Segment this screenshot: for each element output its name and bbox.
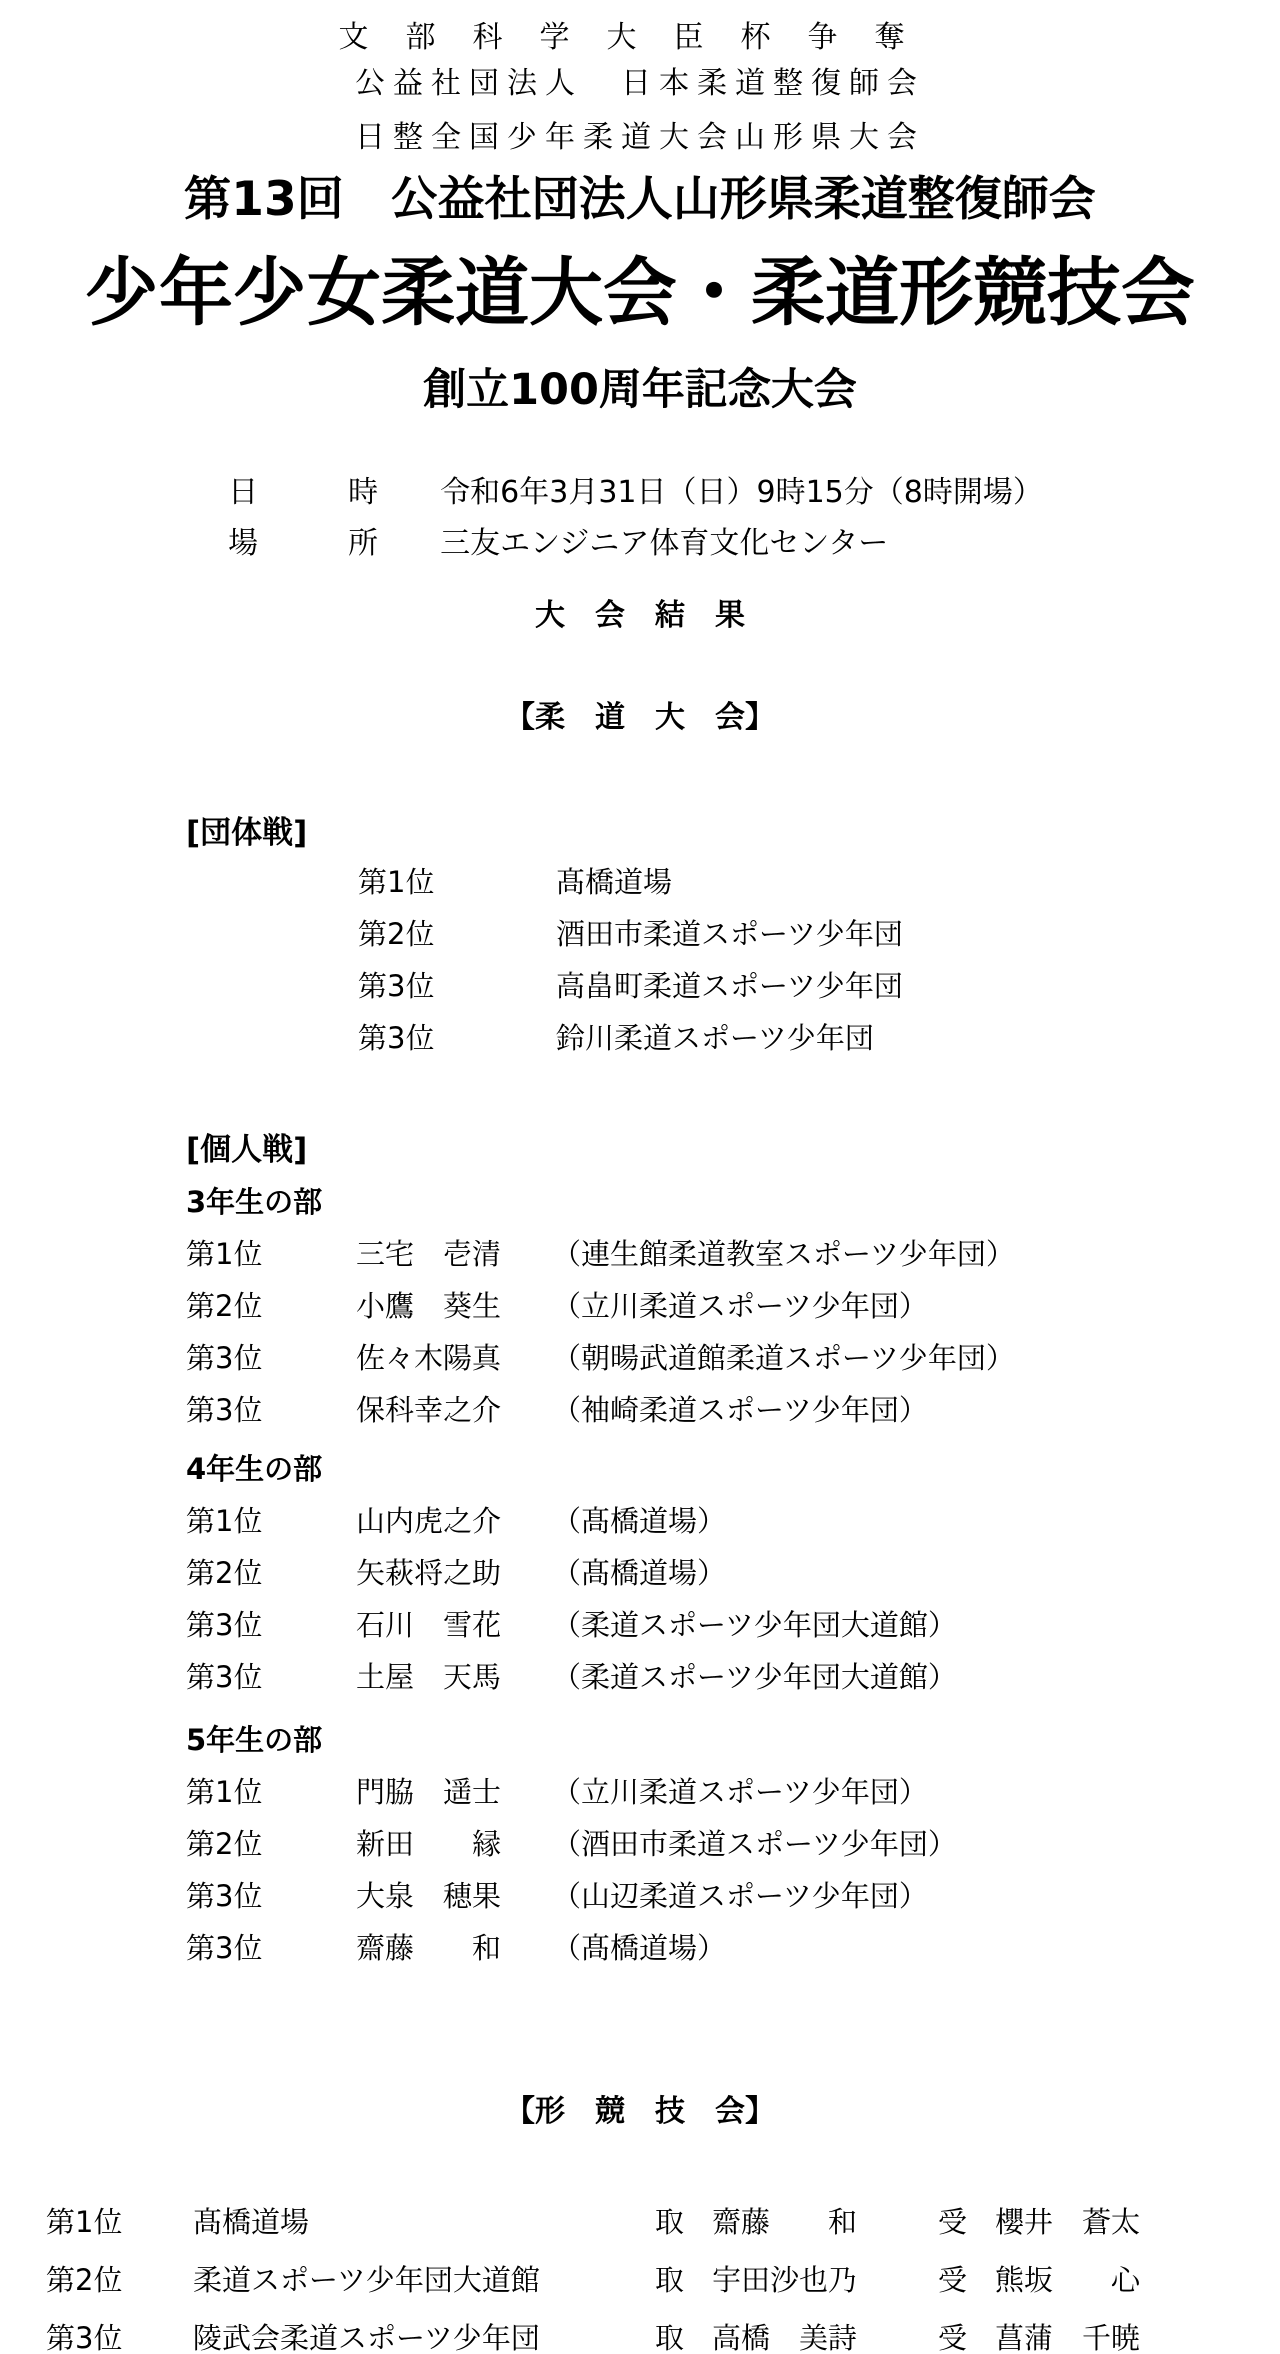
date-label: 日 時 — [228, 475, 379, 510]
rank-label: 第3位 — [358, 969, 435, 1003]
club-name: （髙橋道場） — [552, 1504, 727, 1538]
tori-name: 宇田沙也乃 — [712, 2263, 858, 2297]
rank-label: 第3位 — [186, 1393, 263, 1427]
tori-label: 取 — [655, 2321, 685, 2354]
organizer-line: 公益社団法人 日本柔道整復師会 — [355, 66, 925, 101]
grade-heading-5th: 5年生の部 — [186, 1723, 323, 1757]
uke-label: 受 — [938, 2205, 968, 2239]
club-name: 陵武会柔道スポーツ少年団 — [193, 2321, 540, 2354]
athlete-name: 石川 雪花 — [356, 1608, 502, 1642]
rank-label: 第2位 — [46, 2263, 123, 2297]
national-tournament-line: 日整全国少年柔道大会山形県大会 — [355, 120, 925, 155]
athlete-name: 保科幸之介 — [356, 1393, 502, 1427]
athlete-name: 佐々木陽真 — [356, 1341, 502, 1375]
results-heading: 大 会 結 果 — [535, 598, 745, 633]
judo-section-heading: 【柔 道 大 会】 — [505, 700, 775, 735]
rank-label: 第2位 — [186, 1827, 263, 1861]
club-name: （髙橋道場） — [552, 1556, 727, 1590]
individual-result-row — [0, 1284, 1280, 1322]
individual-result-row — [0, 1551, 1280, 1589]
rank-label: 第1位 — [186, 1237, 263, 1271]
venue-label: 場 所 — [228, 526, 379, 561]
club-name: 髙橋道場 — [193, 2205, 310, 2239]
uke-name: 熊坂 心 — [995, 2263, 1141, 2297]
club-name: （髙橋道場） — [552, 1931, 727, 1965]
uke-label: 受 — [938, 2321, 968, 2354]
kata-result-row — [0, 2316, 1280, 2354]
club-name: （朝暘武道館柔道スポーツ少年団） — [552, 1341, 1015, 1375]
club-name: （酒田市柔道スポーツ少年団） — [552, 1827, 957, 1861]
club-name: （立川柔道スポーツ少年団） — [552, 1289, 928, 1323]
club-name: 鈴川柔道スポーツ少年団 — [556, 1021, 874, 1055]
athlete-name: 矢萩将之助 — [356, 1556, 502, 1590]
rank-label: 第3位 — [358, 1021, 435, 1055]
uke-name: 櫻井 蒼太 — [995, 2205, 1141, 2239]
individual-result-row — [0, 1603, 1280, 1641]
athlete-name: 三宅 壱清 — [356, 1237, 502, 1271]
kata-result-row — [0, 2200, 1280, 2238]
individual-result-row — [0, 1499, 1280, 1537]
individual-result-row — [0, 1336, 1280, 1374]
grade-heading-3rd: 3年生の部 — [186, 1185, 323, 1219]
rank-label: 第3位 — [186, 1608, 263, 1642]
rank-label: 第2位 — [186, 1556, 263, 1590]
individual-result-row — [0, 1655, 1280, 1693]
club-name: （立川柔道スポーツ少年団） — [552, 1775, 928, 1809]
club-name: （連生館柔道教室スポーツ少年団） — [552, 1237, 1015, 1271]
rank-label: 第1位 — [186, 1504, 263, 1538]
rank-label: 第3位 — [186, 1931, 263, 1965]
team-competition-heading: [団体戦] — [186, 815, 308, 851]
venue-row — [190, 483, 888, 597]
team-result-row — [0, 860, 1280, 898]
club-name: 髙橋道場 — [556, 865, 673, 899]
athlete-name: 大泉 穂果 — [356, 1879, 502, 1913]
club-name: 高畠町柔道スポーツ少年団 — [556, 969, 903, 1003]
tori-label: 取 — [655, 2205, 685, 2239]
rank-label: 第3位 — [46, 2321, 123, 2354]
rank-label: 第3位 — [186, 1660, 263, 1694]
athlete-name: 新田 縁 — [356, 1827, 502, 1861]
athlete-name: 山内虎之介 — [356, 1504, 502, 1538]
individual-result-row — [0, 1822, 1280, 1860]
athlete-name: 小鷹 葵生 — [356, 1289, 502, 1323]
uke-label: 受 — [938, 2263, 968, 2297]
rank-label: 第3位 — [186, 1341, 263, 1375]
rank-label: 第2位 — [186, 1289, 263, 1323]
rank-label: 第2位 — [358, 917, 435, 951]
individual-result-row — [0, 1232, 1280, 1270]
kata-section-heading: 【形 競 技 会】 — [505, 2094, 775, 2129]
club-name: 酒田市柔道スポーツ少年団 — [556, 917, 903, 951]
rank-label: 第1位 — [358, 865, 435, 899]
date-value: 令和6年3月31日（日）9時15分（8時開場） — [440, 475, 1043, 510]
team-result-row — [0, 912, 1280, 950]
tori-name: 齋藤 和 — [712, 2205, 858, 2239]
main-title: 少年少女柔道大会・柔道形競技会 — [85, 250, 1195, 336]
venue-value: 三友エンジニア体育文化センター — [440, 526, 889, 561]
rank-label: 第1位 — [186, 1775, 263, 1809]
kata-result-row — [0, 2258, 1280, 2296]
tori-label: 取 — [655, 2263, 685, 2297]
club-name: （山辺柔道スポーツ少年団） — [552, 1879, 928, 1913]
club-name: （柔道スポーツ少年団大道館） — [552, 1660, 957, 1694]
cup-title-line: 文部科学大臣杯争奪 — [338, 20, 942, 55]
rank-label: 第1位 — [46, 2205, 123, 2239]
individual-result-row — [0, 1926, 1280, 1964]
athlete-name: 齋藤 和 — [356, 1931, 502, 1965]
club-name: 柔道スポーツ少年団大道館 — [193, 2263, 540, 2297]
individual-result-row — [0, 1770, 1280, 1808]
edition-line: 第13回 公益社団法人山形県柔道整復師会 — [184, 172, 1096, 227]
athlete-name: 土屋 天馬 — [356, 1660, 502, 1694]
team-result-row — [0, 964, 1280, 1002]
individual-competition-heading: [個人戦] — [186, 1132, 308, 1168]
club-name: （袖崎柔道スポーツ少年団） — [552, 1393, 928, 1427]
team-result-row — [0, 1016, 1280, 1054]
athlete-name: 門脇 遥士 — [356, 1775, 502, 1809]
individual-result-row — [0, 1874, 1280, 1912]
club-name: （柔道スポーツ少年団大道館） — [552, 1608, 957, 1642]
individual-result-row — [0, 1388, 1280, 1426]
anniversary-line: 創立100周年記念大会 — [423, 365, 857, 415]
tori-name: 高橋 美詩 — [712, 2321, 858, 2354]
uke-name: 菖蒲 千暁 — [995, 2321, 1141, 2354]
grade-heading-4th: 4年生の部 — [186, 1452, 323, 1486]
rank-label: 第3位 — [186, 1879, 263, 1913]
